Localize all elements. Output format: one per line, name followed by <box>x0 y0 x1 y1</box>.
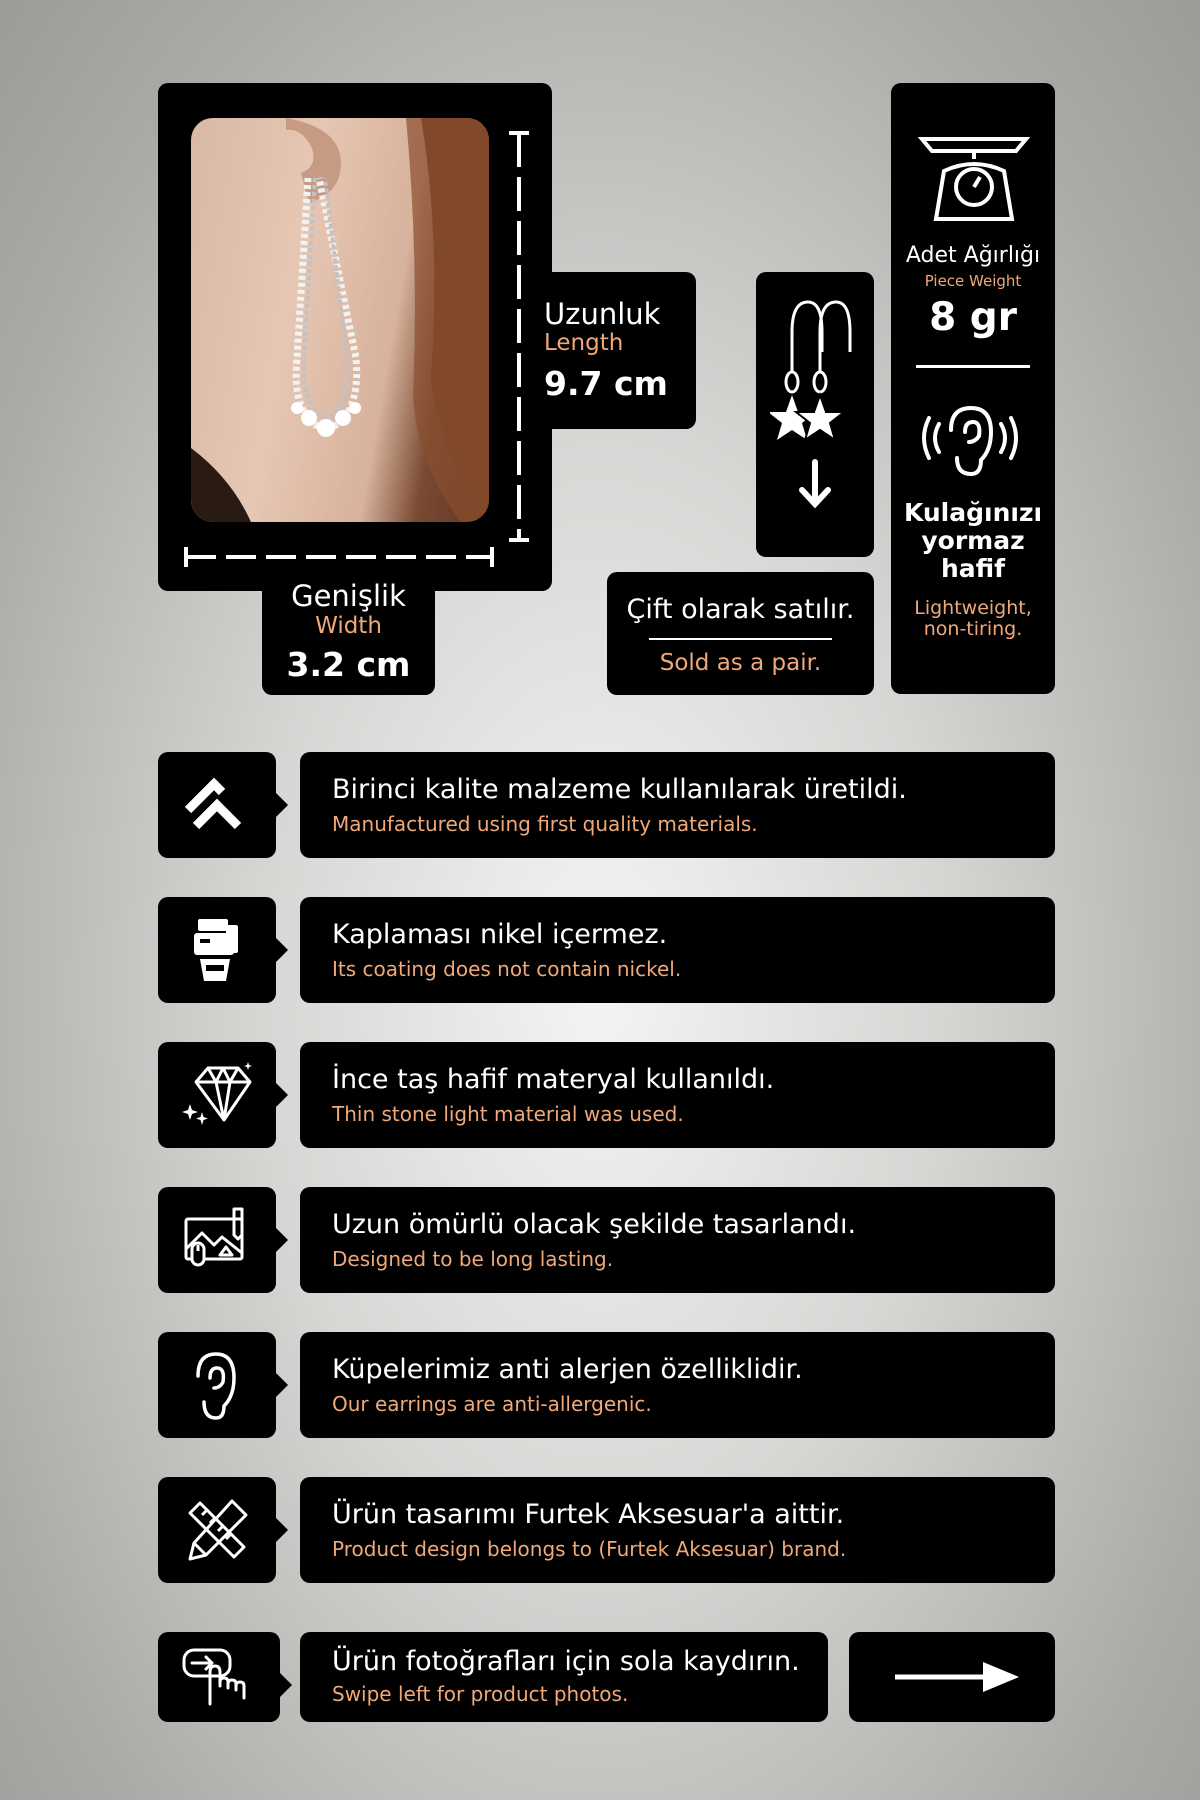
width-title: Genişlik <box>291 579 406 613</box>
pair-subtitle: Sold as a pair. <box>659 650 822 676</box>
weight-divider <box>916 365 1030 368</box>
feature-1-subtitle: Manufactured using first quality materials. <box>332 812 758 836</box>
length-value: 9.7 cm <box>544 364 668 403</box>
product-photo <box>191 118 489 522</box>
feature-3-subtitle: Thin stone light material was used. <box>332 1102 684 1126</box>
feature-2-subtitle: Its coating does not contain nickel. <box>332 957 682 981</box>
width-subtitle: Width <box>315 613 382 639</box>
swipe-icon-box <box>158 1632 280 1722</box>
feature-6-title: Ürün tasarımı Furtek Aksesuar'a aittir. <box>332 1499 845 1530</box>
ear-icon <box>182 1350 252 1420</box>
pencil-ruler-icon <box>182 1495 252 1565</box>
feature-1-title: Birinci kalite malzeme kullanılarak üretildi. <box>332 774 907 805</box>
earring-photo-illustration <box>191 118 489 522</box>
feature-row-3 <box>300 1042 1055 1148</box>
quality-chevrons-icon <box>182 770 252 840</box>
width-dimension-cap-left <box>184 547 188 567</box>
earring-pair-icon <box>770 292 860 542</box>
feature-icon-box-1 <box>158 752 276 858</box>
coating-icon <box>182 915 252 985</box>
swipe-hand-icon <box>182 1646 252 1706</box>
comfort-title-line-1: Kulağınızı <box>903 498 1043 527</box>
length-label <box>538 272 696 429</box>
comfort-subtitle <box>891 598 1055 640</box>
feature-row-5 <box>300 1332 1055 1438</box>
weight-title: Adet Ağırlığı <box>905 243 1041 268</box>
swipe-subtitle: Swipe left for product photos. <box>332 1682 629 1706</box>
comfort-title-line-3: hafif <box>940 554 1006 583</box>
feature-icon-box-3 <box>158 1042 276 1148</box>
sold-as-pair-panel <box>607 572 874 695</box>
pair-divider <box>649 638 832 640</box>
scale-icon <box>918 135 1030 223</box>
pair-title: Çift olarak satılır. <box>626 594 855 625</box>
comfort-title <box>891 499 1055 583</box>
length-dimension-cap-bottom <box>509 538 529 542</box>
ear-sound-icon <box>921 398 1025 480</box>
feature-icon-box-5 <box>158 1332 276 1438</box>
feature-row-4 <box>300 1187 1055 1293</box>
feature-2-title: Kaplaması nikel içermez. <box>332 919 668 950</box>
width-label <box>262 565 435 695</box>
feature-3-title: İnce taş hafif materyal kullanıldı. <box>332 1064 775 1095</box>
comfort-subtitle-line-1: Lightweight, <box>914 597 1032 619</box>
feature-icon-box-4 <box>158 1187 276 1293</box>
width-dimension-line <box>186 555 492 559</box>
feature-5-title: Küpelerimiz anti alerjen özelliklidir. <box>332 1354 803 1385</box>
swipe-arrow-button[interactable] <box>849 1632 1055 1722</box>
feature-icon-box-2 <box>158 897 276 1003</box>
weight-value: 8 gr <box>929 295 1017 340</box>
length-dimension-line <box>517 133 521 540</box>
width-dimension-cap-right <box>490 547 494 567</box>
feature-4-title: Uzun ömürlü olacak şekilde tasarlandı. <box>332 1209 857 1240</box>
feature-4-subtitle: Designed to be long lasting. <box>332 1247 614 1271</box>
swipe-row <box>300 1632 828 1722</box>
feature-row-2 <box>300 897 1055 1003</box>
feature-row-1 <box>300 752 1055 858</box>
feature-row-6 <box>300 1477 1055 1583</box>
pair-earrings-panel <box>756 272 874 557</box>
feature-icon-box-6 <box>158 1477 276 1583</box>
weight-comfort-panel <box>891 83 1055 694</box>
length-dimension-cap-top <box>509 131 529 135</box>
weight-subtitle: Piece Weight <box>924 272 1022 290</box>
product-photo-frame <box>158 83 552 591</box>
width-value: 3.2 cm <box>286 645 411 684</box>
swipe-title: Ürün fotoğrafları için sola kaydırın. <box>332 1646 800 1677</box>
design-board-icon <box>182 1205 252 1275</box>
comfort-subtitle-line-2: non-tiring. <box>923 618 1023 640</box>
comfort-title-line-2: yormaz <box>921 526 1025 555</box>
length-subtitle: Length <box>544 330 624 356</box>
diamond-icon <box>182 1060 256 1130</box>
feature-6-subtitle: Product design belongs to (Furtek Aksesuar) brand. <box>332 1537 847 1561</box>
arrow-right-icon <box>895 1662 1019 1692</box>
length-title: Uzunluk <box>544 297 661 331</box>
feature-5-subtitle: Our earrings are anti-allergenic. <box>332 1392 652 1416</box>
